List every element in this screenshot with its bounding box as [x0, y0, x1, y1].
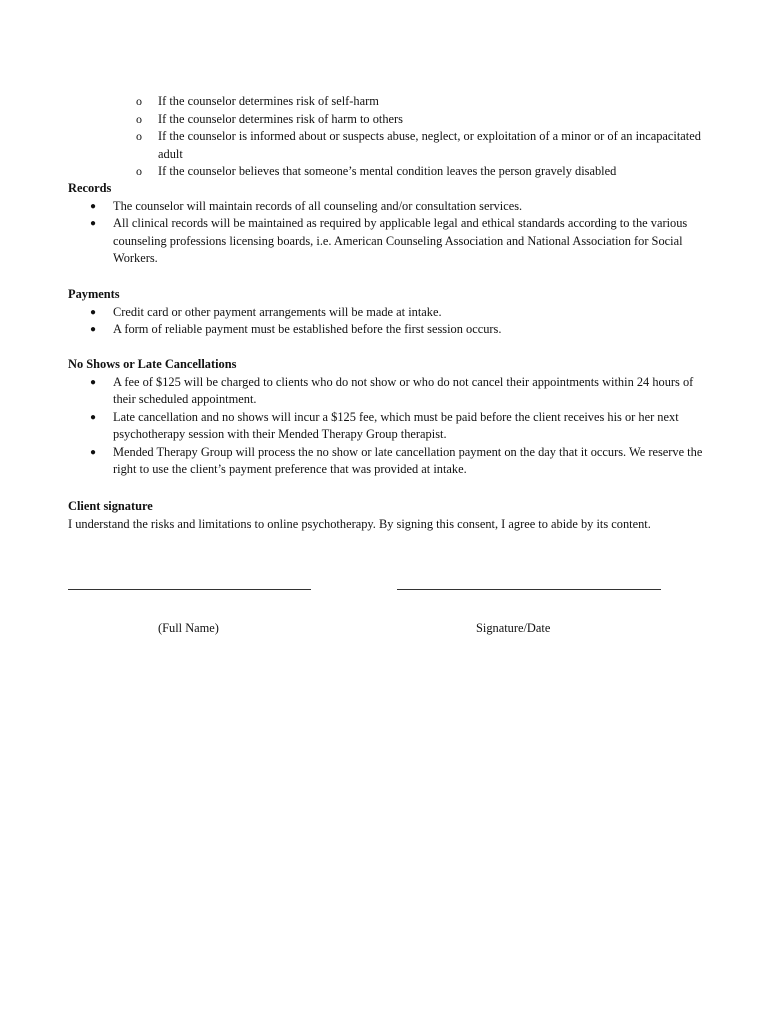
- full-name-label: (Full Name): [158, 621, 219, 635]
- list-item: [68, 93, 708, 111]
- circle-bullet-icon: o: [136, 129, 142, 143]
- full-name-signature-line: [68, 589, 311, 591]
- signature-date-label: Signature/Date: [476, 621, 551, 635]
- bullet-icon: ●: [90, 411, 97, 423]
- no-shows-heading: No Shows or Late Cancellations: [68, 357, 237, 371]
- list-item-text: If the counselor determines risk of self-harm: [158, 94, 379, 108]
- list-item: [68, 409, 708, 444]
- list-item: [68, 321, 708, 339]
- records-list: [68, 198, 708, 268]
- client-signature-section: [68, 498, 708, 533]
- list-item-text: If the counselor believes that someone’s mental condition leaves the person gravely disabled: [158, 164, 617, 178]
- list-item-text: A form of reliable payment must be established before the first session occurs.: [113, 322, 502, 336]
- payments-heading: Payments: [68, 287, 120, 301]
- list-item: [68, 111, 708, 129]
- list-item: [68, 215, 708, 268]
- bullet-icon: ●: [90, 218, 97, 229]
- list-item: [68, 163, 708, 181]
- list-item-text: Late cancellation and no shows will incur a $125 fee, which must be paid before the client receives his or her next psychotherapy session with their Mended Therapy Group therapist.: [113, 409, 679, 441]
- list-item-text: The counselor will maintain records of all counseling and/or consultation services.: [113, 198, 523, 213]
- circle-bullet-icon: o: [136, 111, 142, 126]
- exceptions-sub-list: [68, 93, 708, 181]
- list-item: [68, 304, 708, 322]
- list-item-text: Mended Therapy Group will process the no show or late cancellation payment on the day that it occurs. We reserve the right to use the client’s payment preference that was provided at intake.: [113, 444, 703, 476]
- no-shows-list: [68, 374, 708, 479]
- payments-section: [68, 286, 708, 339]
- signature-date-line: [397, 589, 661, 591]
- list-item: [68, 374, 708, 409]
- no-shows-section: [68, 356, 708, 479]
- client-signature-heading: Client signature: [68, 499, 153, 513]
- list-item-text: A fee of $125 will be charged to clients who do not show or who do not cancel their appointments within 24 hours of their scheduled appointment.: [113, 374, 694, 406]
- list-item-text: If the counselor determines risk of harm to others: [158, 111, 403, 126]
- circle-bullet-icon: o: [136, 94, 142, 108]
- bullet-icon: ●: [90, 306, 97, 318]
- list-item: [68, 444, 708, 479]
- bullet-icon: ●: [90, 446, 97, 458]
- records-heading: Records: [68, 181, 112, 195]
- circle-bullet-icon: o: [136, 164, 142, 178]
- bullet-icon: ●: [90, 324, 97, 335]
- list-item-text: Credit card or other payment arrangements will be made at intake.: [113, 304, 442, 319]
- consent-statement: I understand the risks and limitations to online psychotherapy. By signing this consent, I agree to abide by its content.: [68, 516, 651, 531]
- bullet-icon: ●: [90, 376, 97, 388]
- list-item-text: If the counselor is informed about or suspects abuse, neglect, or exploitation of a minor or of an incapacitated adult: [158, 129, 701, 161]
- bullet-icon: ●: [90, 200, 97, 212]
- list-item-text: All clinical records will be maintained as required by applicable legal and ethical standards according to the various counseling professions licensing boards, i.e. American Counseling Association and National Association for Social Workers.: [113, 216, 688, 265]
- payments-list: [68, 304, 708, 339]
- list-item: [68, 128, 708, 163]
- records-section: [68, 180, 708, 268]
- list-item: [68, 198, 708, 216]
